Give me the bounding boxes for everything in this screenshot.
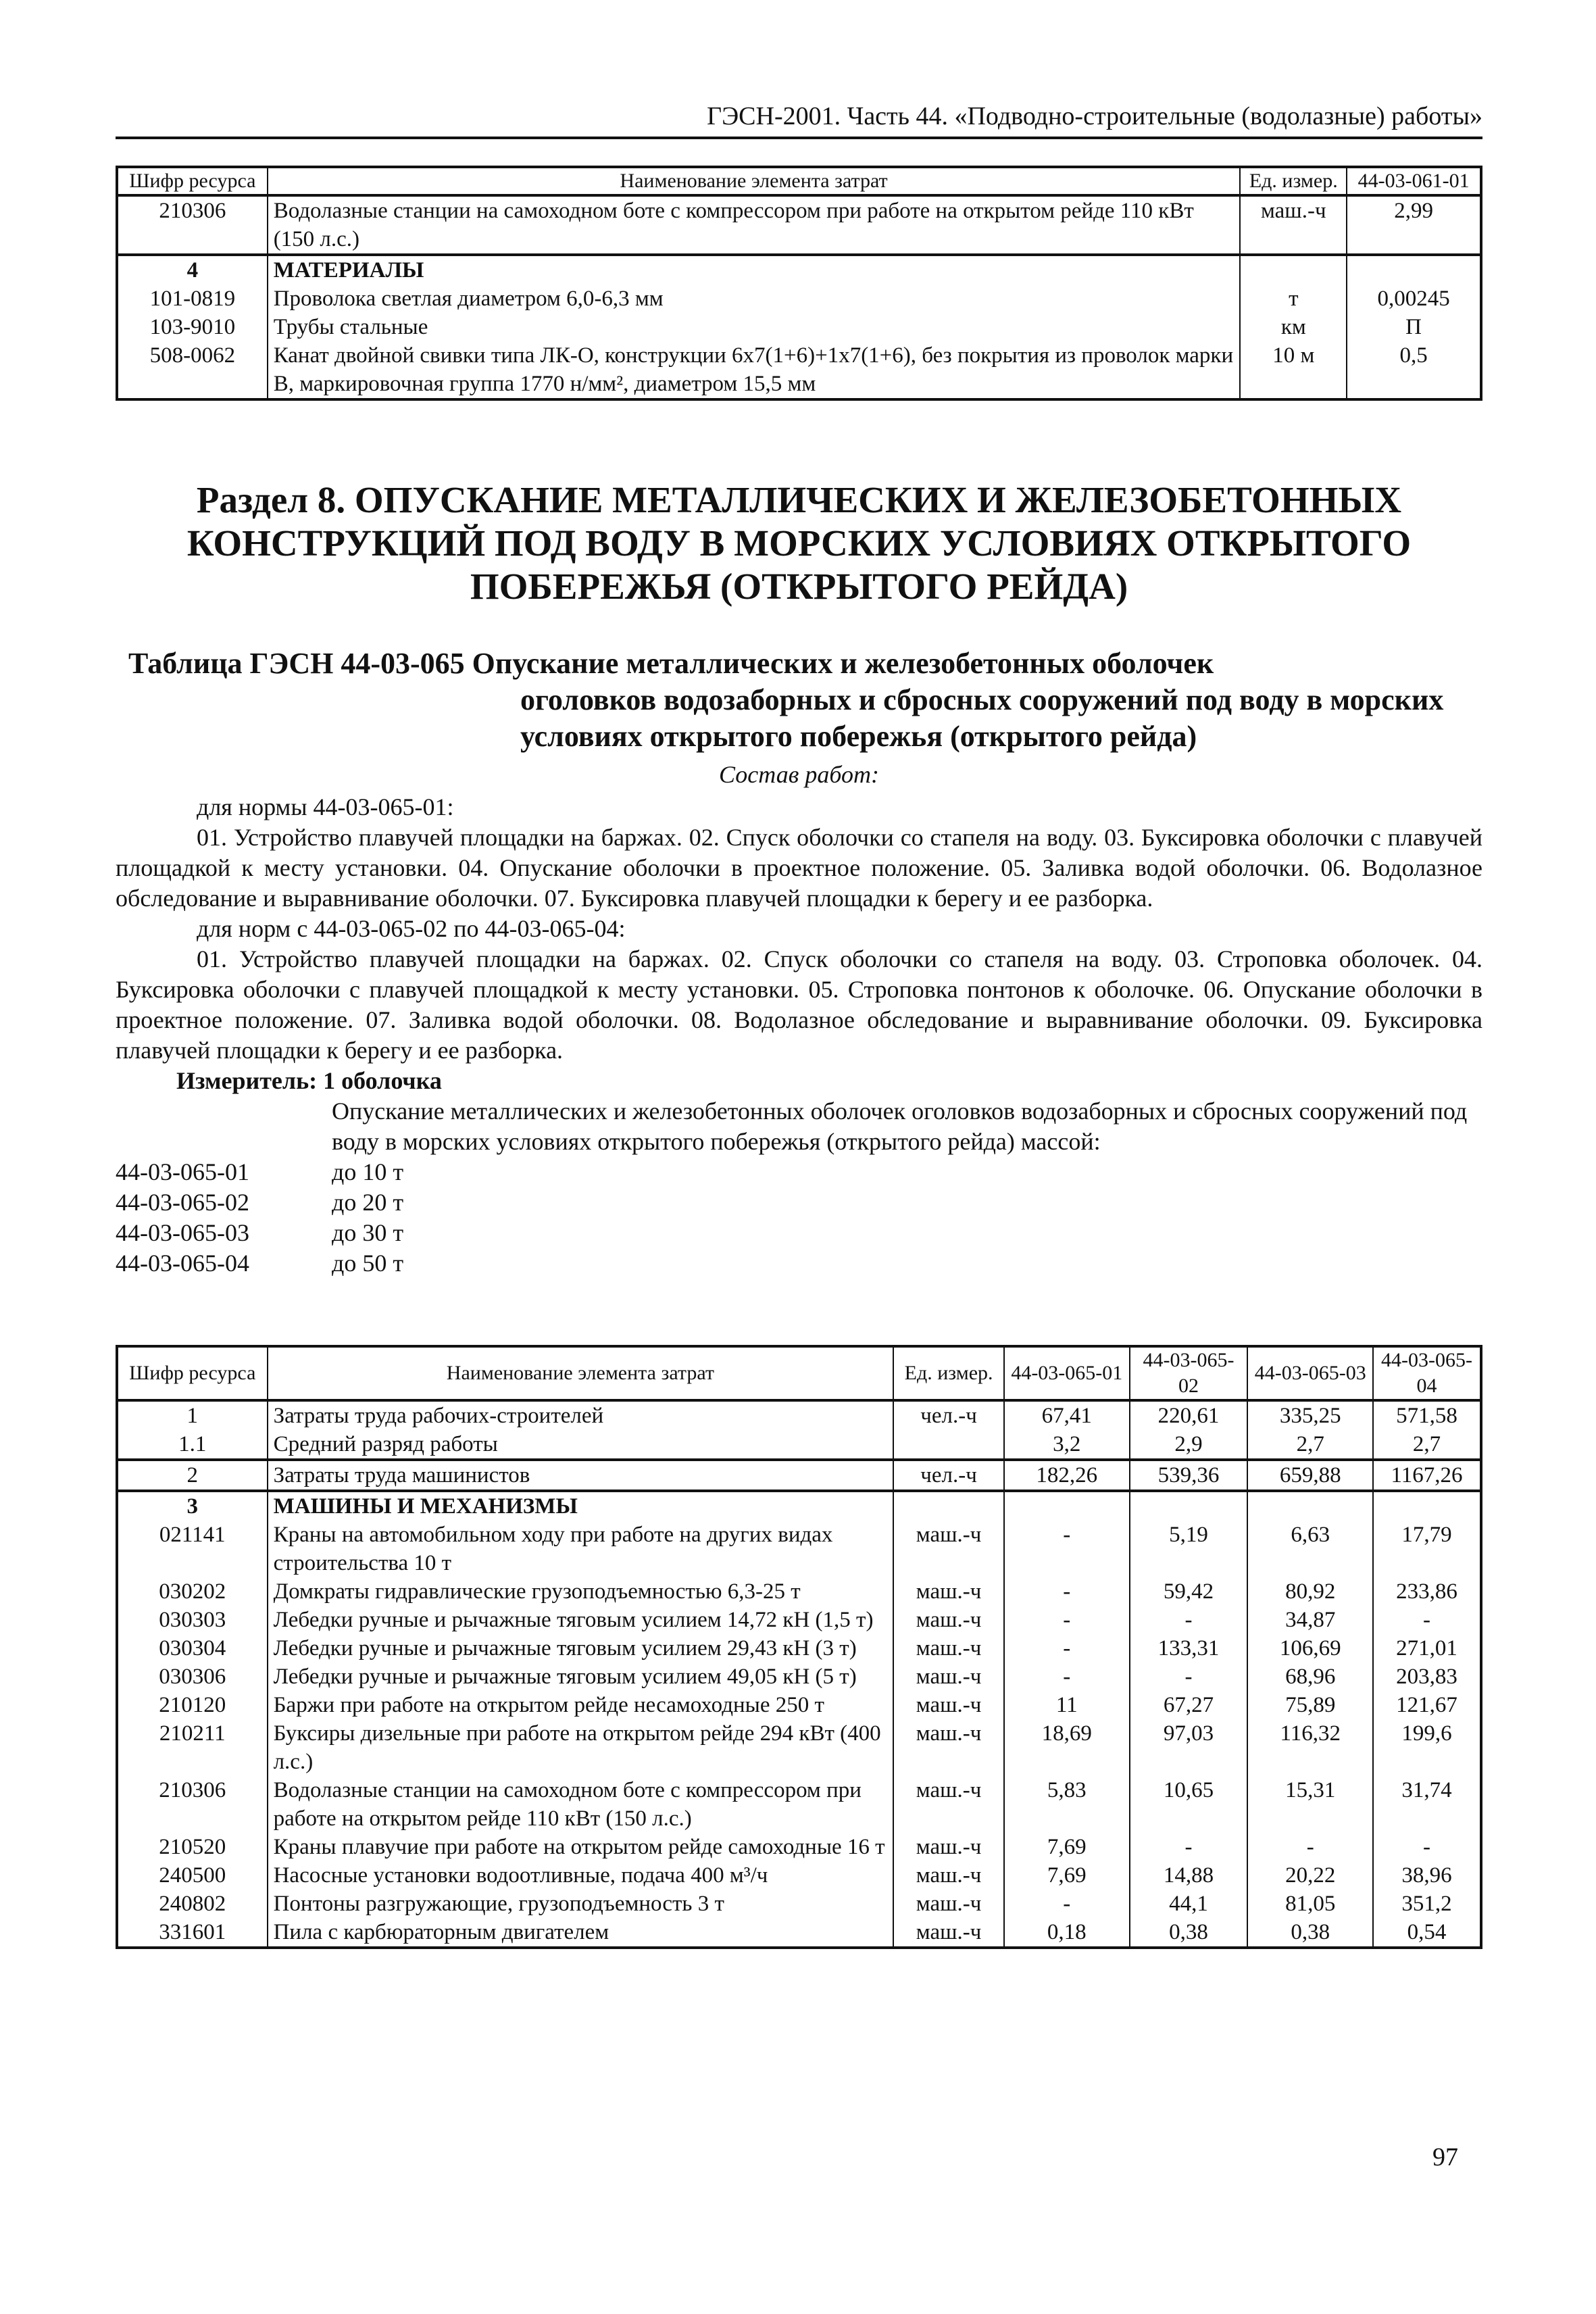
norm-value: 38,96 <box>1373 1861 1481 1890</box>
unit-of-measure: маш.-ч <box>893 1577 1004 1606</box>
resource-code: 4 <box>117 255 268 285</box>
table-row <box>117 1719 1481 1776</box>
resource-code: 030304 <box>117 1634 268 1663</box>
unit-of-measure: маш.-ч <box>893 1663 1004 1691</box>
unit-of-measure: чел.-ч <box>893 1400 1004 1430</box>
cost-element-name: Водолазные станции на самоходном боте с компрессором при работе на открытом рейде 110 кВт (150 л.с.) <box>268 195 1241 255</box>
norm-value: 271,01 <box>1373 1634 1481 1663</box>
norm-value: 5,83 <box>1004 1776 1130 1833</box>
table-row <box>117 1430 1481 1460</box>
cost-element-name: Затраты труда машинистов <box>268 1460 894 1491</box>
norm1-text: 01. Устройство плавучей площадки на баржах. 02. Спуск оболочки со стапеля на воду. 03. Буксировка оболочки с плавучей площадкой к месту установки. 04. Опускание оболочки в проектное положение. 05. Заливка водой оболочки. 06. Водолазное обследование и выравнивание оболочки. 07. Буксировка плавучей площадки к берегу и ее разборка. <box>116 824 1482 912</box>
column-header: Шифр ресурса <box>117 1346 268 1400</box>
norm-value: 34,87 <box>1247 1606 1373 1634</box>
norm-value: - <box>1373 1606 1481 1634</box>
norm-value: 2,9 <box>1130 1430 1248 1460</box>
norm-value: 5,19 <box>1130 1521 1248 1577</box>
norm-value: 106,69 <box>1247 1634 1373 1663</box>
table-row <box>117 1634 1481 1663</box>
norm-value: 0,00245 <box>1347 285 1481 313</box>
norm-value: - <box>1130 1606 1248 1634</box>
column-header: Наименование элемента затрат <box>268 1346 894 1400</box>
column-header: Ед. измер. <box>1240 167 1347 195</box>
norm-value: - <box>1004 1521 1130 1577</box>
measure-description: Опускание металлических и железобетонных оболочек оголовков водозаборных и сбросных сооружений под воду в морских условиях открытого побережья (открытого рейда) массой: <box>332 1098 1468 1155</box>
table-row <box>117 1577 1481 1606</box>
column-header: 44-03-065-02 <box>1130 1346 1248 1400</box>
work-description <box>116 792 1482 1279</box>
norm2-text: 01. Устройство плавучей площадки на баржах. 02. Спуск оболочки со стапеля на воду. 03. Строповка оболочек. 04. Буксировка оболочки с плавучей площадкой к месту установки. 05. Строповка понтонов к оболочке. 06. Опускание оболочки в проектное положение. 07. Заливка водой оболочки. 08. Водолазное обследование и выравнивание оболочки. 09. Буксировка плавучей площадки к берегу и ее разборка. <box>116 945 1482 1064</box>
norm-item <box>116 1187 1482 1218</box>
unit-of-measure <box>893 1491 1004 1521</box>
norm-desc: до 50 т <box>332 1250 404 1277</box>
table-row <box>117 1861 1481 1890</box>
cost-element-name: Насосные установки водоотливные, подача 400 м³/ч <box>268 1861 894 1890</box>
norm-value: 203,83 <box>1373 1663 1481 1691</box>
norm-value <box>1373 1491 1481 1521</box>
column-header: Наименование элемента затрат <box>268 167 1241 195</box>
norm-value: - <box>1004 1634 1130 1663</box>
table-row <box>117 1460 1481 1491</box>
resource-code: 331601 <box>117 1918 268 1948</box>
column-header: 44-03-065-01 <box>1004 1346 1130 1400</box>
section-title: Раздел 8. ОПУСКАНИЕ МЕТАЛЛИЧЕСКИХ И ЖЕЛЕЗОБЕТОННЫХ КОНСТРУКЦИЙ ПОД ВОДУ В МОРСКИХ УСЛОВИЯХ ОТКРЫТОГО ПОБЕРЕЖЬЯ (ОТКРЫТОГО РЕЙДА) <box>186 479 1412 607</box>
norm-value: 116,32 <box>1247 1719 1373 1776</box>
norm-value: - <box>1247 1833 1373 1861</box>
norm-value: 0,38 <box>1130 1918 1248 1948</box>
norm-value: 7,69 <box>1004 1861 1130 1890</box>
measure-unit: Измеритель: 1 оболочка <box>176 1067 442 1094</box>
cost-element-name: Канат двойной свивки типа ЛК-О, конструкции 6х7(1+6)+1х7(1+6), без покрытия из проволок марки В, маркировочная группа 1770 н/мм², диаметром 15,5 мм <box>268 341 1241 399</box>
table-title <box>128 645 1446 755</box>
unit-of-measure: 10 м <box>1240 341 1347 399</box>
unit-of-measure: маш.-ч <box>893 1691 1004 1719</box>
table-row <box>117 1400 1481 1430</box>
norm-value: - <box>1004 1577 1130 1606</box>
column-header: 44-03-065-03 <box>1247 1346 1373 1400</box>
table-row <box>117 341 1481 399</box>
unit-of-measure: маш.-ч <box>893 1890 1004 1918</box>
cost-element-name: Проволока светлая диаметром 6,0-6,3 мм <box>268 285 1241 313</box>
norm-code: 44-03-065-04 <box>116 1250 249 1277</box>
work-composition-label: Состав работ: <box>719 761 879 788</box>
norm-value: 0,5 <box>1347 341 1481 399</box>
resource-code: 210520 <box>117 1833 268 1861</box>
resource-code: 030202 <box>117 1577 268 1606</box>
norm-value: 351,2 <box>1373 1890 1481 1918</box>
unit-of-measure: км <box>1240 313 1347 341</box>
running-header: ГЭСН-2001. Часть 44. «Подводно-строительные (водолазные) работы» <box>116 101 1482 139</box>
unit-of-measure: маш.-ч <box>893 1719 1004 1776</box>
norm-value: 539,36 <box>1130 1460 1248 1491</box>
norm-desc: до 20 т <box>332 1189 404 1216</box>
resource-code: 240802 <box>117 1890 268 1918</box>
column-header: Ед. измер. <box>893 1346 1004 1400</box>
table-row <box>117 195 1481 255</box>
cost-element-name: Пила с карбюраторным двигателем <box>268 1918 894 1948</box>
norm-value: - <box>1130 1833 1248 1861</box>
page-number: 97 <box>1432 2143 1458 2171</box>
norm-value: 17,79 <box>1373 1521 1481 1577</box>
cost-element-name: Средний разряд работы <box>268 1430 894 1460</box>
norm-item <box>116 1248 1482 1279</box>
norm-value: 0,18 <box>1004 1918 1130 1948</box>
column-header: 44-03-065-04 <box>1373 1346 1481 1400</box>
norm-value: 2,99 <box>1347 195 1481 255</box>
norm-value: 121,67 <box>1373 1691 1481 1719</box>
cost-element-name: МАШИНЫ И МЕХАНИЗМЫ <box>268 1491 894 1521</box>
norm-value: 220,61 <box>1130 1400 1248 1430</box>
norm1-label: для нормы 44-03-065-01: <box>197 793 454 820</box>
norm-value: 97,03 <box>1130 1719 1248 1776</box>
resource-code: 1 <box>117 1400 268 1430</box>
resource-code: 210306 <box>117 195 268 255</box>
norm-value: - <box>1004 1890 1130 1918</box>
norm-value: 2,7 <box>1247 1430 1373 1460</box>
resource-code: 210306 <box>117 1776 268 1833</box>
cost-element-name: Водолазные станции на самоходном боте с компрессором при работе на открытом рейде 110 кВт (150 л.с.) <box>268 1776 894 1833</box>
norm-value: 571,58 <box>1373 1400 1481 1430</box>
table-title-first: Таблица ГЭСН 44-03-065 Опускание металлических и железобетонных оболочек <box>128 647 1214 680</box>
norm-value: 659,88 <box>1247 1460 1373 1491</box>
resource-code: 240500 <box>117 1861 268 1890</box>
resource-code: 210211 <box>117 1719 268 1776</box>
norm-value: 18,69 <box>1004 1719 1130 1776</box>
table-row <box>117 1663 1481 1691</box>
norm-code: 44-03-065-02 <box>116 1189 249 1216</box>
norm2-label: для норм с 44-03-065-02 по 44-03-065-04: <box>197 915 626 942</box>
table-title-rest: оголовков водозаборных и сбросных сооружений под воду в морских условиях открытого побережья (открытого рейда) <box>520 683 1444 753</box>
norm-value: 67,41 <box>1004 1400 1130 1430</box>
norm-value: 1167,26 <box>1373 1460 1481 1491</box>
norm-value: 0,38 <box>1247 1918 1373 1948</box>
cost-element-name: Буксиры дизельные при работе на открытом рейде 294 кВт (400 л.с.) <box>268 1719 894 1776</box>
resource-code: 3 <box>117 1491 268 1521</box>
cost-element-name: Лебедки ручные и рычажные тяговым усилием 29,43 кН (3 т) <box>268 1634 894 1663</box>
resource-code: 103-9010 <box>117 313 268 341</box>
norm-value: - <box>1004 1663 1130 1691</box>
resource-code: 1.1 <box>117 1430 268 1460</box>
unit-of-measure: маш.-ч <box>893 1833 1004 1861</box>
resource-code: 101-0819 <box>117 285 268 313</box>
unit-of-measure: чел.-ч <box>893 1460 1004 1491</box>
unit-of-measure: маш.-ч <box>893 1521 1004 1577</box>
norm-value: 81,05 <box>1247 1890 1373 1918</box>
cost-element-name: Понтоны разгружающие, грузоподъемность 3 т <box>268 1890 894 1918</box>
norm-code: 44-03-065-01 <box>116 1158 249 1185</box>
resource-code: 2 <box>117 1460 268 1491</box>
table-row <box>117 1606 1481 1634</box>
cost-element-name: Трубы стальные <box>268 313 1241 341</box>
norm-list <box>116 1157 1482 1279</box>
cost-element-name: МАТЕРИАЛЫ <box>268 255 1241 285</box>
resource-table-065 <box>116 1345 1482 1949</box>
norm-value: 80,92 <box>1247 1577 1373 1606</box>
norm-value: 75,89 <box>1247 1691 1373 1719</box>
cost-element-name: Краны плавучие при работе на открытом рейде самоходные 16 т <box>268 1833 894 1861</box>
norm-value: 31,74 <box>1373 1776 1481 1833</box>
norm-value: 15,31 <box>1247 1776 1373 1833</box>
norm-value: 44,1 <box>1130 1890 1248 1918</box>
norm-value <box>1004 1491 1130 1521</box>
table-row <box>117 1521 1481 1577</box>
resource-table-061 <box>116 166 1482 401</box>
norm-value: 133,31 <box>1130 1634 1248 1663</box>
unit-of-measure: маш.-ч <box>1240 195 1347 255</box>
norm-item <box>116 1157 1482 1187</box>
norm-value: 20,22 <box>1247 1861 1373 1890</box>
table-row <box>117 255 1481 285</box>
unit-of-measure: маш.-ч <box>893 1776 1004 1833</box>
norm-desc: до 10 т <box>332 1158 404 1185</box>
norm-value: 10,65 <box>1130 1776 1248 1833</box>
table-row <box>117 1491 1481 1521</box>
norm-value: 2,7 <box>1373 1430 1481 1460</box>
table-header-row <box>117 167 1481 195</box>
norm-value: 199,6 <box>1373 1719 1481 1776</box>
norm-value: 68,96 <box>1247 1663 1373 1691</box>
resource-code: 030303 <box>117 1606 268 1634</box>
norm-value: 59,42 <box>1130 1577 1248 1606</box>
norm-value: 6,63 <box>1247 1521 1373 1577</box>
resource-code: 021141 <box>117 1521 268 1577</box>
norm-value: 233,86 <box>1373 1577 1481 1606</box>
norm-value <box>1347 255 1481 285</box>
table-row <box>117 1833 1481 1861</box>
resource-code: 508-0062 <box>117 341 268 399</box>
cost-element-name: Лебедки ручные и рычажные тяговым усилием 14,72 кН (1,5 т) <box>268 1606 894 1634</box>
norm-value: - <box>1373 1833 1481 1861</box>
norm-value: 14,88 <box>1130 1861 1248 1890</box>
norm-code: 44-03-065-03 <box>116 1219 249 1246</box>
table-row <box>117 1691 1481 1719</box>
table-row <box>117 313 1481 341</box>
column-header: Шифр ресурса <box>117 167 268 195</box>
norm-value: - <box>1004 1606 1130 1634</box>
norm-desc: до 30 т <box>332 1219 404 1246</box>
table-header-row <box>117 1346 1481 1400</box>
norm-value: П <box>1347 313 1481 341</box>
table-row <box>117 1776 1481 1833</box>
cost-element-name: Домкраты гидравлические грузоподъемностью 6,3-25 т <box>268 1577 894 1606</box>
norm-value: 0,54 <box>1373 1918 1481 1948</box>
norm-item <box>116 1218 1482 1248</box>
cost-element-name: Краны на автомобильном ходу при работе на других видах строительства 10 т <box>268 1521 894 1577</box>
unit-of-measure <box>1240 255 1347 285</box>
norm-value: 11 <box>1004 1691 1130 1719</box>
cost-element-name: Лебедки ручные и рычажные тяговым усилием 49,05 кН (5 т) <box>268 1663 894 1691</box>
table-row <box>117 1890 1481 1918</box>
cost-element-name: Затраты труда рабочих-строителей <box>268 1400 894 1430</box>
norm-value: - <box>1130 1663 1248 1691</box>
norm-value: 3,2 <box>1004 1430 1130 1460</box>
norm-value: 182,26 <box>1004 1460 1130 1491</box>
norm-value <box>1247 1491 1373 1521</box>
cost-element-name: Баржи при работе на открытом рейде несамоходные 250 т <box>268 1691 894 1719</box>
unit-of-measure: маш.-ч <box>893 1861 1004 1890</box>
norm-value <box>1130 1491 1248 1521</box>
table-row <box>117 1918 1481 1948</box>
norm-value: 7,69 <box>1004 1833 1130 1861</box>
norm-value: 335,25 <box>1247 1400 1373 1430</box>
resource-code: 210120 <box>117 1691 268 1719</box>
norm-value: 67,27 <box>1130 1691 1248 1719</box>
table-row <box>117 285 1481 313</box>
unit-of-measure <box>893 1430 1004 1460</box>
resource-code: 030306 <box>117 1663 268 1691</box>
unit-of-measure: т <box>1240 285 1347 313</box>
column-header: 44-03-061-01 <box>1347 167 1481 195</box>
unit-of-measure: маш.-ч <box>893 1918 1004 1948</box>
unit-of-measure: маш.-ч <box>893 1606 1004 1634</box>
unit-of-measure: маш.-ч <box>893 1634 1004 1663</box>
